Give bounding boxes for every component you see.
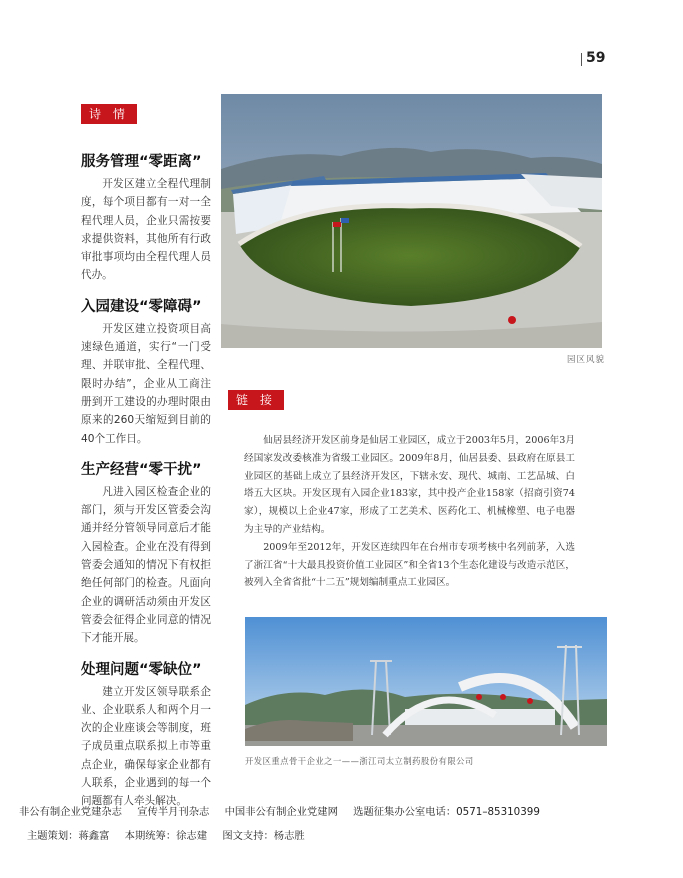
section-title: 服务管理“零距离” (81, 154, 202, 170)
footer-planner: 主题策划：蒋鑫富 (27, 830, 110, 842)
photo-caption: 园区风貌 (567, 355, 606, 365)
section-body: 开发区建立全程代理制度，每个项目都有一对一全程代理人员，企业只需按要求提供资料，其他所有行政审批事项均由全程代理人员代办。 (81, 178, 211, 282)
article-body (244, 432, 575, 592)
industrial-park-photo (221, 94, 602, 348)
section-body: 建立开发区领导联系企业、企业联系人和两个月一次的企业座谈会等制度，班子成员重点联系拟上市等重点企业，确保每家企业都有人联系，企业遇到的每一个问题都有人牵头解决。 (81, 685, 211, 808)
article-paragraph: 仙居县经济开发区前身是仙居工业园区，成立于2003年5月，2006年3月经国家发改委核准为省级工业园区。2009年8月，仙居县委、县政府在原县工业园区的基础上成立了县经济开发区，下辖永安、现代、城南、工艺品城、白塔五大区块。开发区现有入园企业183家，其中投产企业158家（招商引资74家），规模以上企业47家，形成了工艺美术、医药化工、机械橡塑、电子电器为主导的产业结构。 (244, 435, 575, 535)
footer-phone: 选题征集办公室电话：0571–85310399 (353, 806, 540, 818)
footer-line-2 (27, 827, 317, 842)
page-number: 59 (586, 50, 606, 66)
section-title: 入园建设“零障碍” (81, 298, 202, 315)
footer-website: 中国非公有制企业党建网 (224, 806, 338, 818)
section-body: 开发区建立投资项目高速绿色通道，实行“一门受理、并联审批、全程代理、限时办结”，企业从工商注册到开工建设的办理时限由原来的260天缩短到目前的40个工作日。 (81, 322, 211, 445)
footer-magazine: 非公有制企业党建杂志 (19, 806, 122, 818)
section-title: 处理问题“零缺位” (81, 661, 202, 678)
section-tag-link: 链 接 (228, 390, 284, 410)
footer-photo-support: 图文支持：杨志胜 (222, 830, 305, 842)
factory-gate-photo (245, 617, 607, 746)
left-column (81, 152, 211, 823)
footer-line-1 (19, 803, 552, 818)
section-tag-poetry: 诗 情 (81, 104, 137, 124)
section-body: 凡进入园区检查企业的部门，须与开发区管委会沟通并经分管领导同意后才能入园检查。企业在没有得到管委会通知的情况下有权拒绝任何部门的检查。凡面向企业的调研活动须由开发区管委会征得企业同意的情况下才能开展。 (81, 485, 211, 645)
article-paragraph: 2009年至2012年，开发区连续四年在台州市专项考核中名列前茅，入选了浙江省“十大最具投资价值工业园区”和全省13个生态化建设与改造示范区，被列入全省省批“十二五”规划编制重点工业园区。 (244, 541, 575, 589)
footer-coordinator: 本期统筹：徐志建 (124, 830, 208, 842)
footer-biweekly: 宣传半月刊杂志 (137, 806, 210, 818)
photo-caption: 开发区重点骨干企业之一——浙江司太立制药股份有限公司 (245, 756, 474, 766)
section-title: 生产经营“零干扰” (81, 461, 202, 478)
page-number-divider (581, 53, 582, 66)
